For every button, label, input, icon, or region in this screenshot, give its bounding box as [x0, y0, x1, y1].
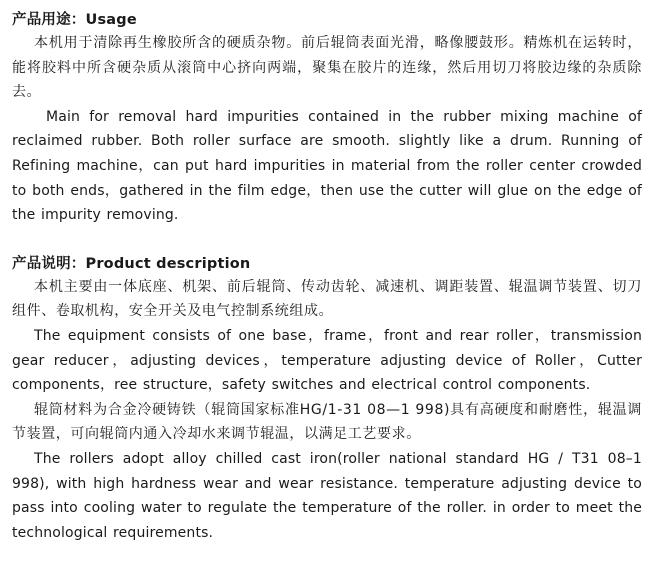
usage-section: [12, 9, 642, 228]
description-text2-zh: 辊筒材料为合金冷硬铸铁（辊筒国家标准HG/1-31 08—1 998)具有高硬度和耐磨性，辊温调节装置，可向辊筒内通入冷却水来调节辊温，以满足工艺要求。: [12, 401, 642, 443]
description-heading-zh: 产品说明：: [12, 255, 86, 272]
usage-heading-en: Usage: [85, 12, 137, 28]
description-heading: [12, 253, 642, 275]
description-section: [12, 253, 642, 546]
description-heading-en: Product description: [85, 255, 251, 272]
usage-text-en: Main for removal hard impurities contained in the rubber mixing machine of reclaimed rubber. Both roller surface are smooth. slightly like a drum. Running of Refining machine，can put hard impurities in material from the roller center crowded to both ends，gathered in the film edge，then use the cutter will glue on the edge of the impurity removing.: [12, 108, 642, 224]
usage-heading: [12, 9, 642, 31]
usage-heading-zh: 产品用途：: [12, 12, 86, 28]
description-text2-en: The rollers adopt alloy chilled cast iron(roller national standard HG / T31 08–1 998), with high hardness wear and wear resistance. temperature adjusting device to pass into cooling water to regulate the temperature of the roller. in order to meet the technological requirements.: [12, 450, 642, 541]
usage-text-zh: 本机用于清除再生橡胶所含的硬质杂物。前后辊筒表面光滑，略像腰鼓形。精炼机在运转时，能将胶料中所含硬杂质从滚筒中心挤向两端，聚集在胶片的连缘，然后用切刀将胶边缘的杂质除去。: [12, 35, 642, 101]
description-text1-en: The equipment consists of one base，frame，front and rear roller，transmission gear reducer，adjusting devices，temperature adjusting device of Roller，Cutter components，ree structure，safety switches and electrical control components.: [12, 327, 642, 394]
description-text1-zh: 本机主要由一体底座、机架、前后辊筒、传动齿轮、减速机、调距装置、辊温调节装置、切刀组件、卷取机构，安全开关及电气控制系统组成。: [12, 278, 642, 320]
